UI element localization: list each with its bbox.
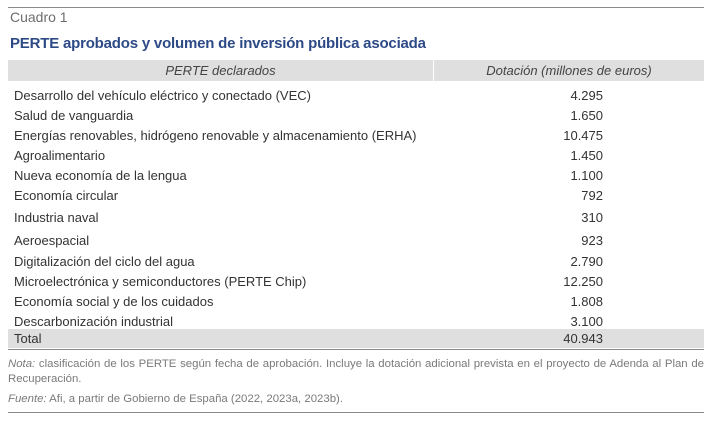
table-row — [8, 311, 704, 331]
perte-name: Aeroespacial — [14, 233, 90, 248]
perte-name: Descarbonización industrial — [14, 313, 173, 329]
end-rule — [8, 412, 704, 413]
table-row — [8, 271, 704, 291]
table-title: PERTE aprobados y volumen de inversión pública asociada — [10, 35, 426, 52]
table-box — [8, 0, 704, 423]
table-source — [8, 393, 343, 405]
header-perte: PERTE declarados — [165, 63, 276, 78]
note-text: clasificación de los PERTE según fecha de aprobación. Incluye la dotación adicional prevista en el proyecto de Adenda al Plan de Recuperación. — [8, 358, 704, 385]
perte-name: Agroalimentario — [14, 147, 106, 163]
table-row — [8, 185, 704, 205]
perte-value: 10.475 — [563, 127, 603, 143]
header-dotacion: Dotación (millones de euros) — [486, 63, 652, 78]
table-note — [8, 357, 704, 387]
perte-name: Economía social y de los cuidados — [14, 293, 214, 309]
table-row — [8, 251, 704, 271]
perte-table — [8, 60, 704, 331]
source-text: Afi, a partir de Gobierno de España (2022, 2023a, 2023b). — [46, 393, 344, 405]
perte-value: 12.250 — [563, 273, 603, 289]
total-label: Total — [14, 331, 42, 346]
source-label: Fuente: — [8, 393, 47, 405]
table-row — [8, 85, 704, 105]
perte-name: Energías renovables, hidrógeno renovable y almacenamiento (ERHA) — [14, 127, 417, 143]
perte-value: 1.650 — [570, 107, 603, 123]
total-row — [8, 329, 704, 348]
table-body — [8, 81, 704, 331]
top-rule — [8, 7, 704, 8]
perte-value: 4.295 — [570, 87, 603, 103]
perte-value: 1.808 — [570, 293, 603, 309]
table-row — [8, 145, 704, 165]
perte-value: 3.100 — [570, 313, 603, 329]
perte-value: 1.100 — [570, 167, 603, 183]
perte-name: Microelectrónica y semiconductores (PERTE Chip) — [14, 273, 307, 289]
perte-name: Economía circular — [14, 187, 119, 203]
total-value: 40.943 — [563, 331, 603, 346]
table-header — [8, 60, 704, 81]
box-label: Cuadro 1 — [10, 9, 68, 25]
table-row — [8, 125, 704, 145]
perte-value: 792 — [581, 187, 603, 203]
perte-name: Digitalización del ciclo del agua — [14, 253, 195, 269]
table-row — [8, 291, 704, 311]
perte-name: Desarrollo del vehículo eléctrico y conectado (VEC) — [14, 87, 311, 103]
perte-value: 1.450 — [570, 147, 603, 163]
note-label: Nota: — [8, 358, 36, 370]
perte-name: Salud de vanguardia — [14, 107, 134, 123]
table-row — [8, 230, 704, 251]
table-row — [8, 165, 704, 185]
perte-value: 2.790 — [570, 253, 603, 269]
perte-value: 923 — [581, 233, 603, 248]
table-row — [8, 105, 704, 125]
perte-name: Nueva economía de la lengua — [14, 167, 187, 183]
bottom-rule — [8, 349, 704, 350]
perte-name: Industria naval — [14, 210, 99, 225]
perte-value: 310 — [581, 210, 603, 225]
table-row — [8, 205, 704, 230]
